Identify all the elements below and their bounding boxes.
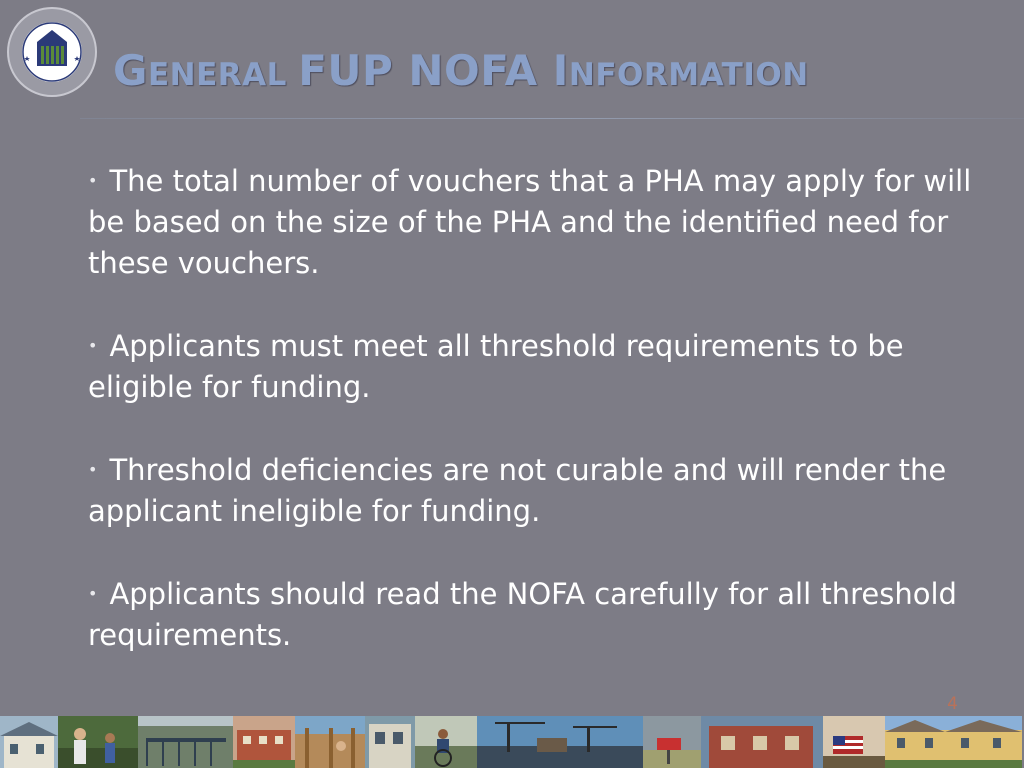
bullet-dot-icon: •	[88, 171, 98, 190]
house-photo	[0, 716, 58, 768]
bullet-list	[88, 160, 988, 697]
bullet-text: Applicants should read the NOFA carefully for all threshold requirements.	[88, 577, 957, 652]
hud-seal-icon	[6, 6, 98, 98]
flag-porch-photo	[823, 716, 885, 768]
page-number: 4	[947, 694, 958, 714]
porch-photo	[138, 716, 233, 768]
bullet-text: The total number of vouchers that a PHA may apply for will be based on the size of the PHA and the identified need for these vouchers.	[88, 164, 972, 280]
wheelchair-photo	[415, 716, 477, 768]
rowhouse-photo	[365, 716, 415, 768]
bullet-item	[88, 160, 988, 284]
bullet-dot-icon: •	[88, 460, 98, 479]
page-title	[113, 46, 809, 95]
bullet-dot-icon: •	[88, 584, 98, 603]
bullet-item	[88, 325, 988, 408]
bullet-item	[88, 449, 988, 532]
title-part: FUP NOFA I	[298, 46, 569, 95]
bullet-text: Applicants must meet all threshold requirements to be eligible for funding.	[88, 329, 904, 404]
bullet-dot-icon: •	[88, 336, 98, 355]
bullet-text: Threshold deficiencies are not curable and will render the applicant ineligible for funding.	[88, 453, 947, 528]
townhouse-row-photo	[885, 716, 1022, 768]
crane-skyline-photo	[477, 716, 643, 768]
open-house-photo	[643, 716, 701, 768]
adobe-house-photo	[701, 716, 823, 768]
title-divider	[80, 118, 1024, 119]
bullet-item	[88, 573, 988, 656]
photo-strip	[0, 716, 1024, 768]
title-part: G	[113, 46, 148, 95]
construction-photo	[295, 716, 365, 768]
family-photo	[58, 716, 138, 768]
title-part: NFORMATION	[568, 57, 809, 93]
brick-building-photo	[233, 716, 295, 768]
title-part: ENERAL	[147, 57, 299, 93]
